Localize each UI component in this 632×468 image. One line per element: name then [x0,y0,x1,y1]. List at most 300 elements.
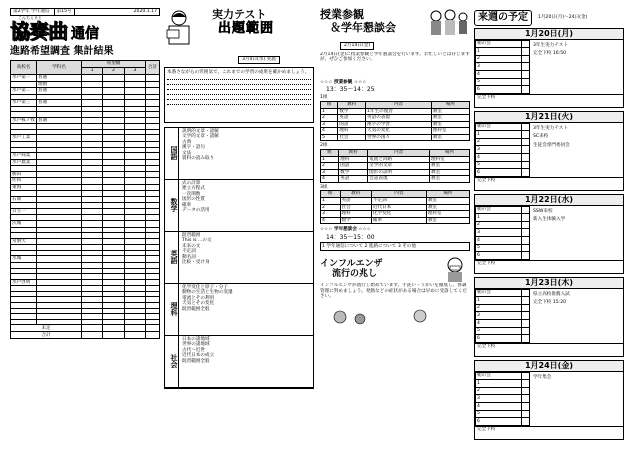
schedule-day-subject [521,138,529,146]
schedule-day-row [476,289,530,297]
test-subject-item: 不定詞 [182,249,196,254]
schedule-day-row [476,372,530,380]
schedule-day-footer: 完全下校 [475,343,623,350]
visit-class-cell: 教室 [426,217,469,224]
career-cell: 普通 [36,100,81,107]
schedule-day-period: 3 [476,395,522,403]
career-header-3: 3 [124,68,145,75]
test-subject-items [179,284,313,335]
career-footer-total: 合計 [11,332,82,339]
issue-date: 2020.1.17 [133,9,157,15]
test-title: 実力テスト [212,8,267,21]
schedule-day-subject [521,48,529,56]
schedule-day-subject [521,70,529,78]
schedule-day-period: 3 [476,229,522,237]
career-footer-undecided: 未定 [11,325,82,332]
schedule-day-period: 4 [476,319,522,327]
test-date: 3月4日(水) 実施 [238,56,280,64]
schedule-day-row [476,304,530,312]
test-subject-item: 古代〜近世 [182,347,205,353]
visit-class-row [321,176,470,183]
test-subject-item: 文学的文章・読解 [182,134,219,139]
visit-class-cell: 社会 [340,204,371,211]
schedule-day-subject [521,86,529,94]
masthead-ruby: こんちぇると [18,15,42,20]
career-cell: 水戸商業 [11,153,37,160]
visit-date: 2月14日(金) [340,42,374,50]
column-schedule [474,8,624,460]
visit-class-cell: 英語の表現 [366,115,432,122]
schedule-day-row [476,131,530,139]
schedule-day-notes [530,372,623,426]
visit-class-header: 教科 [339,149,368,156]
visit-meeting-time: 14：35〜15：00 [326,233,375,241]
schedule-day-period: 6 [476,169,522,177]
test-subject-item: 漢字・語句 [182,145,205,150]
career-header-total: 合計 [146,61,160,75]
schedule-day-note: 3年生実力テスト [533,42,568,48]
visit-class-cell: 教室 [426,204,469,211]
visit-class-cell: 国語 [338,121,366,128]
schedule-day-period: 6 [476,418,522,426]
schedule-day-row [476,229,530,237]
schedule-day-subject [521,372,529,380]
schedule-day-period: 5 [476,327,522,335]
visit-class-cell: 理科室 [431,128,469,135]
career-cell: 理数 [36,81,81,88]
teacher-illustration-icon [164,8,194,48]
visit-title: 授業参観 [320,8,364,21]
schedule-day-row [476,252,530,260]
masthead [10,17,160,43]
schedule-day-subject [521,395,529,403]
schedule-day-table [475,206,530,260]
test-subject-item: 既習範囲 [182,232,201,238]
visit-title2: ＆学年懇談会 [330,21,396,35]
visit-class-header: 内容 [368,149,430,156]
schedule-day-row [476,380,530,388]
career-cell: 水城 [11,256,37,263]
test-title-wrap [198,8,314,56]
schedule-day-note: 3年生実力テスト [533,125,568,131]
visit-class-cell: 社会 [338,134,366,141]
visit-class-cell: 2 [321,204,341,211]
visit-meeting-note: 1 学年通信について 2 進路について 3 その他 [320,242,470,252]
schedule-day-date: 1月24日(金) [475,361,623,372]
visit-meeting-label-text: 学年懇談会 [333,227,357,233]
schedule-day-notes [530,289,623,343]
visit-class-header: 場所 [431,101,469,108]
schedule-day-row [476,70,530,78]
visit-class-row [321,134,470,141]
schedule-day-block [474,194,624,274]
visit-class-cell: 不定詞 [371,198,426,205]
schedule-day-block [474,28,624,108]
test-subject-name: 数学 [165,180,179,231]
schedule-day-period: 朝の会 [476,372,522,380]
career-header-2: 2 [103,68,124,75]
schedule-day-subject [521,169,529,177]
career-cell: 水戸第一 [11,75,37,82]
career-cell: 東海 [11,184,37,191]
visit-class-header: 組 [321,191,341,198]
column-test [164,8,314,460]
test-subject-item: 文法 [182,150,192,156]
test-subject-name: 社会 [165,336,179,387]
test-subject-block [165,232,313,284]
visit-class-cell: 2 [321,115,338,122]
test-subject-item: 近代日本の成立 [182,353,215,358]
visit-body: 2月14日(金)に授業参観と学年懇談会を行います。お忙しいとは存じますが、ぜひご参加ください。 [320,51,470,62]
visit-class-header: 教科 [340,191,371,198]
schedule-day-note: 生徒会専門委員会 [533,142,570,148]
schedule-day-note: 県立高校推薦入試 [533,291,570,297]
visit-class-cell: 4 [321,128,338,135]
career-cell: 日立一 [11,208,37,215]
schedule-day-period: 5 [476,410,522,418]
visit-class-cell: 理科 [339,156,368,163]
schedule-day-period: 6 [476,335,522,343]
schedule-day-period: 5 [476,161,522,169]
career-header-group: 希望順 [81,61,145,68]
schedule-day-footer: 完全下校 [475,177,623,184]
career-cell: 水戸工業 [11,135,37,142]
schedule-day-period: 2 [476,221,522,229]
test-subject-item: 既習範囲全般 [182,358,210,364]
test-subject-block [165,180,313,232]
career-header-1: 1 [81,68,102,75]
schedule-day-subject [521,410,529,418]
schedule-day-subject [521,297,529,305]
schedule-day-row [476,418,530,426]
schedule-day-row [476,40,530,48]
schedule-day-row [476,327,530,335]
visit-lesson-label: ☆☆☆ 授業参観 ☆☆☆ [320,79,367,85]
visit-class-cell: 教室 [430,163,470,170]
visit-class-cell: 3 [321,211,341,218]
career-cell: 水戸啓明 [11,279,37,286]
schedule-day-period: 2 [476,55,522,63]
test-subject-item: 天気とその変化 [182,301,215,306]
sick-child-icon [440,255,470,283]
schedule-day-block [474,360,624,440]
visit-class-cell: 電流と回路 [368,156,430,163]
career-cell: 茨城 [11,221,37,228]
test-subject-block [165,284,313,336]
schedule-day-period: 1 [476,214,522,222]
test-subject-block [165,128,313,180]
test-subject-item: 古典 [182,139,192,145]
schedule-day-subject [521,221,529,229]
visit-class-cell: 1 [321,108,338,115]
visit-class-cell: 教室 [431,121,469,128]
schedule-day-period: 1 [476,131,522,139]
visit-class-label: 1組 [320,95,328,101]
schedule-day-subject [521,78,529,86]
test-subject-item: 式の計算 [182,180,201,186]
schedule-day-row [476,244,530,252]
visit-class-cell: 英語 [338,115,366,122]
flu-header [320,255,470,283]
schedule-day-period: 朝の会 [476,40,522,48]
visit-class-cell: 5 [321,134,338,141]
visit-class-label: 2組 [320,143,328,149]
visit-class-cell: 会話表現 [368,176,430,183]
schedule-day-subject [521,319,529,327]
test-subject-item: 確率 [182,202,192,208]
test-subjects [164,127,314,389]
visit-class-cell: 理科室 [426,211,469,218]
schedule-day-notes [530,123,623,177]
schedule-day-period: 4 [476,70,522,78]
career-cell: 常磐大 [11,238,37,245]
career-cell: 水戸桜ノ牧 [12,117,35,123]
schedule-day-footer: 完全下校 [475,426,623,433]
test-subject-item: 既習範囲全般 [182,306,210,312]
schedule-day-subject [521,153,529,161]
visit-class-cell: 3 [321,121,338,128]
visit-class-cell: 理科室 [430,156,470,163]
visit-class-cell: 化学変化 [371,211,426,218]
schedule-day-subject [521,252,529,260]
schedule-day-period: 朝の会 [476,289,522,297]
schedule-day-subject [521,146,529,154]
schedule-day-table [475,40,530,94]
column-career [10,8,160,460]
test-subject-name: 英語 [165,232,179,283]
career-cell: 水戸第二 [11,88,37,95]
schedule-day-period: 4 [476,402,522,410]
virus-illustration-icon [320,307,470,327]
schedule-day-subject [521,304,529,312]
career-cell: 水戸第三 [11,100,37,107]
schedule-day-row [476,395,530,403]
visit-class-header: 組 [321,101,338,108]
schedule-day-period: 4 [476,153,522,161]
schedule-day-row [476,55,530,63]
test-subject-item: 図形の性質 [182,197,205,202]
visit-class-header: 組 [321,149,339,156]
schedule-day-period: 5 [476,244,522,252]
schedule-day-subject [521,312,529,320]
schedule-day-date: 1月23日(木) [475,278,623,289]
schedule-day-notes [530,206,623,260]
visit-class-cell: 1 [321,156,339,163]
test-subject-item: 連立方程式 [182,186,205,191]
test-subject-item: 資料の読み取り [182,156,215,161]
visit-class-table [320,101,470,142]
visit-header [320,8,470,42]
schedule-day-footer: 完全下校 [475,94,623,101]
career-header-course: 学科名 [36,61,81,75]
schedule-day-footer: 完全下校 [475,260,623,267]
schedule-day-period: 5 [476,78,522,86]
schedule-day-row [476,297,530,305]
schedule-day-row [476,86,530,94]
schedule-day-row [476,410,530,418]
visit-class-cell: 1 [321,198,341,205]
visit-class-cell: 確率 [371,217,426,224]
visit-class-cell: 文学的文章 [368,163,430,170]
schedule-day-date: 1月22日(水) [475,195,623,206]
visit-class-cell: 英語 [340,198,371,205]
schedule-day-note: 学年集会 [533,374,552,380]
schedule-day-period: 朝の会 [476,206,522,214]
schedule-day-row [476,161,530,169]
schedule-day-row [476,319,530,327]
schedule-day-notes [530,40,623,94]
schedule-day-date: 1月20日(月) [475,29,623,40]
career-cell: 普通 [36,88,81,95]
schedule-day-row [476,63,530,71]
schedule-day-row [476,335,530,343]
schedule-day-period: 3 [476,312,522,320]
schedule-day-period: 6 [476,252,522,260]
schedule-day-note: 完全下校 15:20 [533,300,567,306]
test-subject-item: 一次関数 [182,191,201,197]
schedule-day-subject [521,206,529,214]
schedule-day-row [476,214,530,222]
visit-class-cell: 理科 [338,128,366,135]
schedule-day-subject [521,327,529,335]
masthead-subtitle: 通信 [71,26,99,43]
test-subject-item: 比較・受け身 [182,260,210,265]
visit-lesson-time: 13：35〜14：25 [326,86,375,93]
schedule-day-subject [521,380,529,388]
test-header [164,8,314,56]
schedule-day-subject [521,229,529,237]
visit-class-cell: 教室 [431,115,469,122]
test-subject-items [179,180,313,231]
visit-class-cell: 4 [321,176,339,183]
visit-class-table [320,190,470,224]
schedule-day-table [475,372,530,426]
visit-class-header: 場所 [430,149,470,156]
schedule-day-row [476,206,530,214]
visit-class-cell: 天気の変化 [366,128,432,135]
schedule-header [474,8,624,28]
test-subject-items [179,232,313,283]
test-subject-item: 未来の文 [182,243,201,249]
issue-number: 第15号 [54,8,75,16]
parents-illustration-icon [426,8,470,38]
schedule-day-subject [521,63,529,71]
schedule-day-date: 1月21日(火) [475,112,623,123]
test-subject-item: 電流とその利用 [182,295,215,301]
visit-class-cell: 2 [321,163,339,170]
schedule-day-period: 3 [476,63,522,71]
test-subject-item: 世界の諸地域 [182,342,210,347]
schedule-day-note: SSW来校 [533,208,553,214]
test-subject-item: 動名詞 [182,254,196,260]
visit-class-header: 内容 [371,191,426,198]
flu-title2: 流行の兆し [332,269,378,280]
visit-class-cell: 3 [321,169,339,176]
schedule-title: 来週の予定 [474,10,532,26]
schedule-day-subject [521,335,529,343]
visit-class-table [320,149,470,183]
schedule-day-block [474,277,624,357]
visit-class-cell: 教室 [431,108,469,115]
schedule-day-subject [521,214,529,222]
schedule-day-subject [521,236,529,244]
test-subject-name: 理科 [165,284,179,335]
test-subject-item: 説明的文章・読解 [182,128,219,134]
schedule-day-row [476,138,530,146]
schedule-days [474,28,624,440]
visit-class-cell: 世界の国々 [366,134,432,141]
career-title: 進路希望調査 集計結果 [10,46,114,57]
flu-title-wrap [320,259,440,281]
test-subject-block [165,336,313,388]
schedule-day-row [476,236,530,244]
flu-title: インフルエンザ [320,258,383,269]
schedule-day-row [476,153,530,161]
schedule-day-table [475,123,530,177]
test-subject-item: This is ...の文 [182,238,212,243]
visit-lesson-label-text: 授業参観 [333,79,353,85]
schedule-day-row [476,221,530,229]
schedule-day-row [476,48,530,56]
schedule-day-row [476,146,530,154]
visit-class-cell: 1年生の復習 [366,108,432,115]
visit-class-cell: 理科 [340,211,371,218]
schedule-day-period: 2 [476,304,522,312]
visit-class-cell: 数学 [338,108,366,115]
test-subject-items [179,336,313,387]
career-cell: 普通 [36,117,81,124]
visit-class-header: 内容 [366,101,432,108]
visit-class-label: 3組 [320,184,328,190]
test-subject-item: 日本の諸地域 [182,336,210,342]
schedule-day-period: 1 [476,48,522,56]
visit-class-cell: 教室 [431,134,469,141]
visit-class-cell: 教室 [430,176,470,183]
career-cell: 普通 [36,75,81,82]
schedule-day-row [476,123,530,131]
schedule-day-row [476,387,530,395]
visit-class-cell: 4 [321,217,341,224]
career-table [10,60,160,339]
visit-class-cell: 英語 [339,176,368,183]
schedule-day-row [476,402,530,410]
masthead-title-wrap [10,15,67,43]
test-subtitle: 出題範囲 [218,21,275,37]
visit-class-cell: 近代日本 [371,204,426,211]
visit-classes [320,95,470,224]
test-subject-item: データの活用 [182,208,210,213]
schedule-day-block [474,111,624,191]
visit-class-cell: 教室 [430,169,470,176]
schedule-day-period: 1 [476,380,522,388]
test-intro [164,67,314,123]
schedule-date-note: 1月20日(月)〜24日(金) [538,15,588,21]
masthead-title: 協奏曲 [10,19,67,43]
schedule-day-period: 3 [476,146,522,154]
schedule-day-row [476,169,530,177]
visit-class-row [321,217,470,224]
issue-label: 第2学年 学年通信 [13,9,50,15]
schedule-day-period: 2 [476,387,522,395]
test-subject-name: 国語 [165,128,179,179]
schedule-day-subject [521,244,529,252]
test-intro-text: 本番さながらの雰囲気で、これまでの学習の成果を確かめましょう。 [167,69,310,75]
schedule-day-subject [521,289,529,297]
career-table-body [11,75,160,325]
schedule-day-subject [521,387,529,395]
visit-class-header: 教科 [338,101,366,108]
schedule-day-subject [521,123,529,131]
